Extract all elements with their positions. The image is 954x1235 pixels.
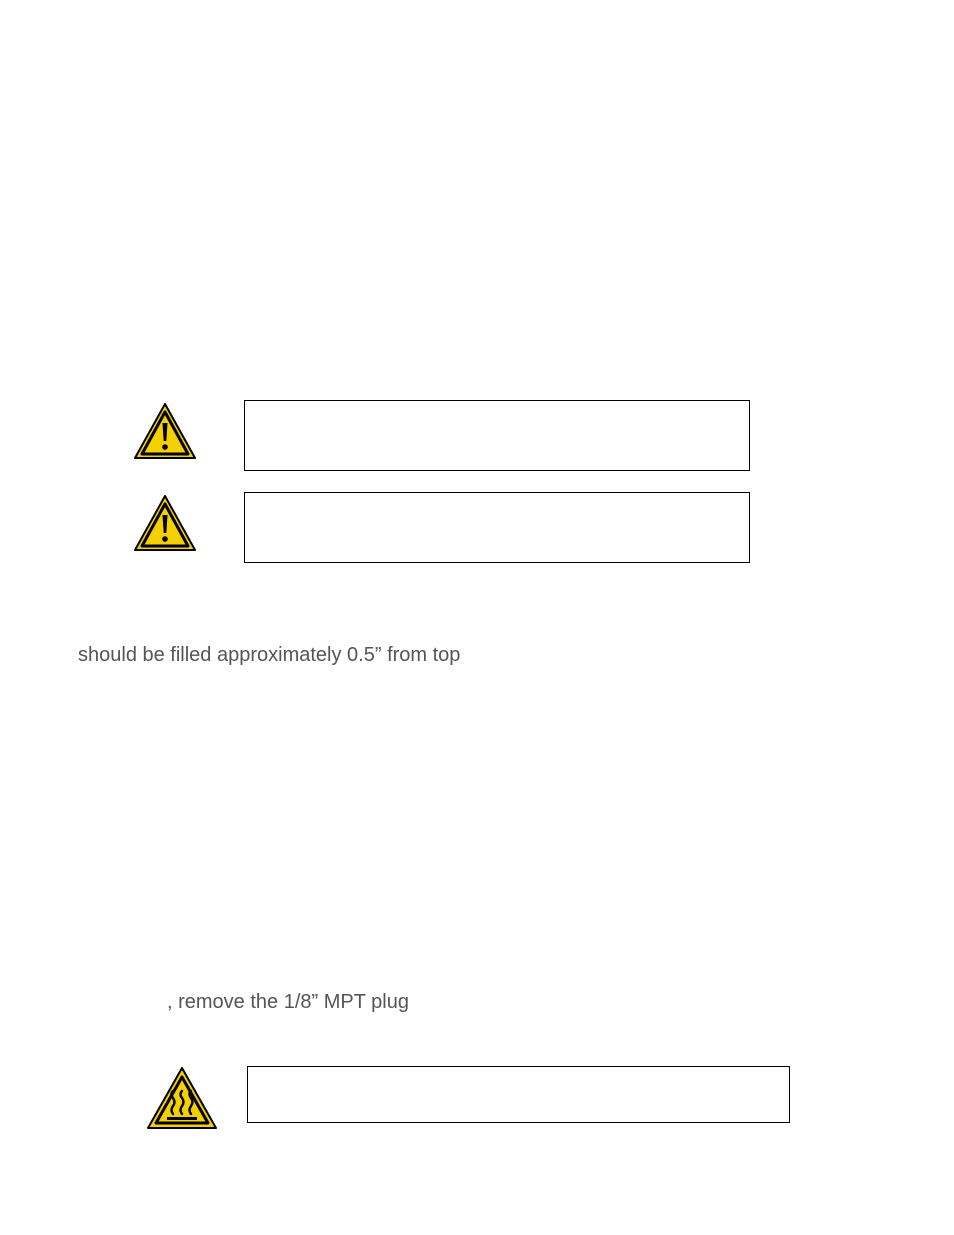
warning-notice-box (244, 400, 750, 471)
hot-surface-icon (146, 1066, 218, 1130)
plug-removal-text: , remove the 1/8” MPT plug (167, 991, 409, 1013)
hot-surface-notice-box (247, 1066, 790, 1123)
warning-notice-box (244, 492, 750, 563)
fill-level-text: should be filled approximately 0.5” from top (78, 644, 461, 666)
warning-triangle-icon (133, 494, 197, 552)
warning-triangle-icon (133, 402, 197, 460)
